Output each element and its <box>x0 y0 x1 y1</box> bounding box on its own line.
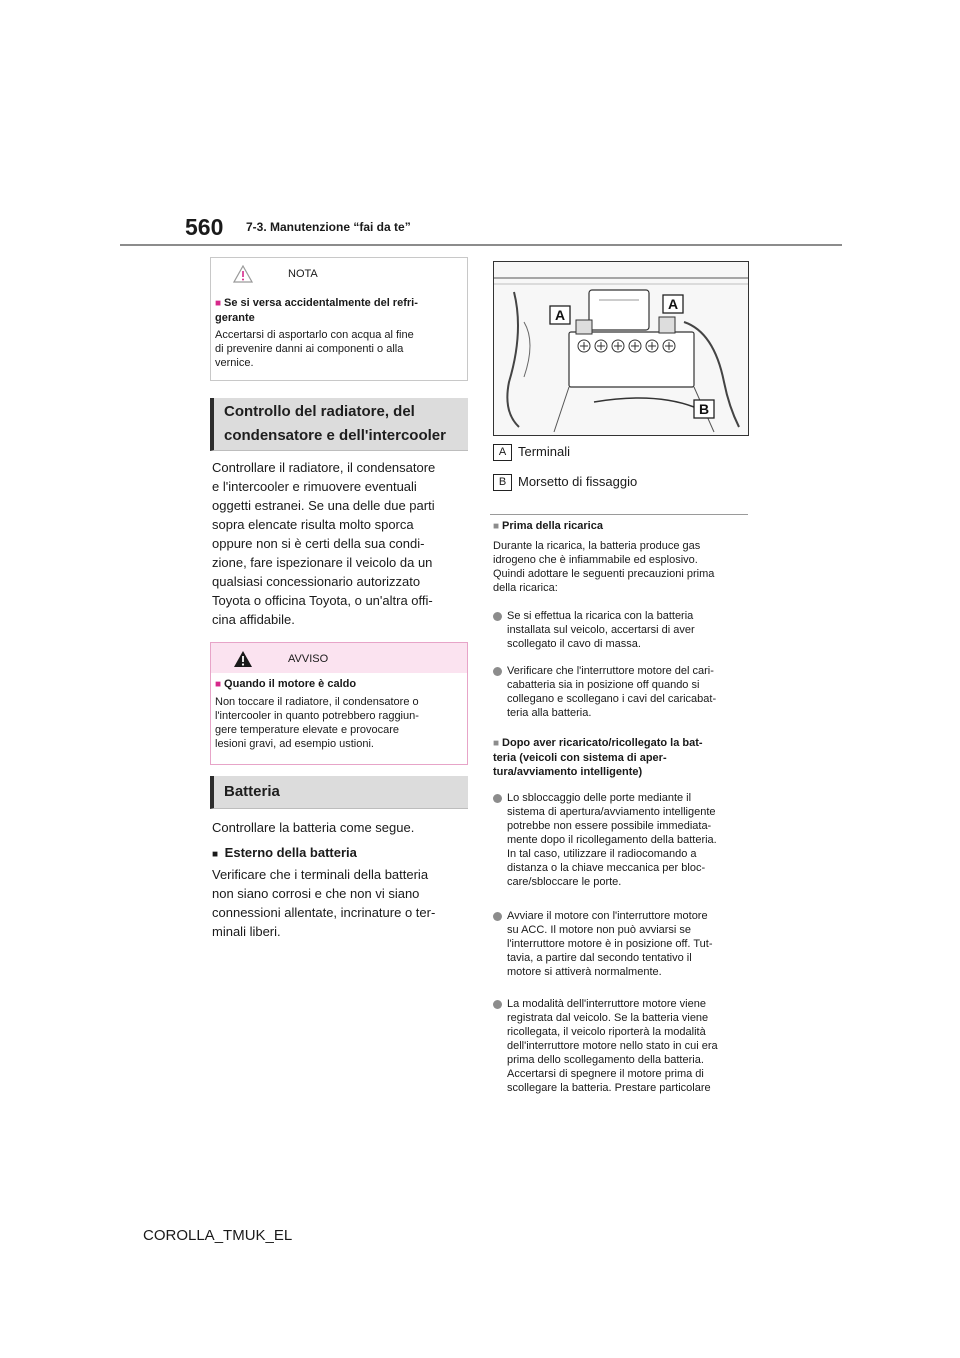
avviso-title: AVVISO <box>288 653 329 665</box>
legend-text: Terminali <box>518 444 571 459</box>
figure-label-a-left <box>550 306 570 324</box>
header-divider <box>120 244 842 246</box>
figure-label-a-right <box>663 295 683 313</box>
ricarica-bullet: Se si effettua la ricarica con la batteria installata sul veicolo, accertarsi di aver scollegato il cavo di massa. <box>493 609 749 651</box>
caution-triangle-icon <box>233 265 253 283</box>
nota-box <box>210 257 468 381</box>
footer-code: COROLLA_TMUK_EL <box>143 1227 293 1244</box>
round-bullet-icon <box>493 667 502 676</box>
dopo-bullet: Lo sbloccaggio delle porte mediante il sistema di apertura/avviamento intelligente potrebbe non essere possibile immediata- mente dopo il ricollegamento della batteria. In tal caso, utilizzare il radiocomando a distanza o la chiave meccanica per bloc- care/sbloccare le porte. <box>493 791 749 889</box>
legend-item-morsetto <box>493 474 637 491</box>
avviso-box <box>210 642 468 765</box>
page-number: 560 <box>185 214 224 240</box>
square-bullet-icon: ■ <box>493 738 500 749</box>
nota-subtitle: ■ Se si versa accidentalmente del refri- gerante <box>215 297 418 324</box>
nota-body: Accertarsi di asportarlo con acqua al fine di prevenire danni ai componenti o alla vernice. <box>215 329 414 369</box>
avviso-body: Non toccare il radiatore, il condensatore o l'intercooler in quanto potrebbero raggiun- gere temperature elevate e provocare lesioni gravi, ad esempio ustioni. <box>215 696 419 750</box>
svg-text:A: A <box>554 307 566 323</box>
section-heading-radiatore: Controllo del radiatore, del condensatore e dell'intercooler <box>210 398 468 451</box>
square-bullet-icon: ■ <box>215 298 222 309</box>
legend-letter: B <box>493 474 512 491</box>
avviso-header <box>211 643 467 673</box>
round-bullet-icon <box>493 794 502 803</box>
legend-letter: A <box>493 444 512 461</box>
battery-engine-illustration <box>493 261 749 436</box>
right-column-divider <box>490 514 748 515</box>
nota-title: NOTA <box>288 268 318 280</box>
ricarica-body: Durante la ricarica, la batteria produce gas idrogeno che è infiammabile ed esplosivo. Quindi adottare le seguenti precauzioni prima della ricarica: <box>493 540 715 594</box>
square-bullet-icon: ■ <box>212 849 219 860</box>
external-heading: ■ Esterno della batteria <box>212 845 357 860</box>
ricarica-heading: ■ Prima della ricarica <box>493 520 603 532</box>
round-bullet-icon <box>493 612 502 621</box>
radiatore-paragraph: Controllare il radiatore, il condensatore e l'intercooler e rimuovere eventuali oggetti estranei. Se una delle due parti sopra elencate risulta molto sporca oppure non si è certi della sua condi- zione, fare ispezionare il veicolo da un qualsiasi concessionario autorizzato Toyota o officina Toyota, o un'altra offi- cina affidabile. <box>212 460 436 627</box>
svg-text:B: B <box>698 401 710 417</box>
dopo-bullet: La modalità dell'interruttore motore viene registrata dal veicolo. Se la batteria viene ricollegata, il veicolo riporterà la modalità dell'interruttore motore nello stato in cui era prima dello scollegamento della batteria. Accertarsi di spegnere il motore prima di scollegare la batteria. Prestare particolare <box>493 997 749 1095</box>
round-bullet-icon <box>493 1000 502 1009</box>
ricarica-bullet: Verificare che l'interruttore motore del cari- cabatteria sia in posizione off quando si collegano e scollegano i cavi del caricabat- teria alla batteria. <box>493 664 749 720</box>
avviso-subtitle: ■ Quando il motore è caldo <box>215 678 357 690</box>
svg-text:A: A <box>667 296 679 312</box>
warning-triangle-icon <box>233 650 253 668</box>
legend-text: Morsetto di fissaggio <box>518 474 638 489</box>
batteria-intro: Controllare la batteria come segue. <box>212 820 415 835</box>
nota-header <box>211 258 467 288</box>
dopo-bullet: Avviare il motore con l'interruttore motore su ACC. Il motore non può avviarsi se l'interruttore motore è in posizione off. Tut- tavia, a partire dal secondo tentativo il motore si attiverà normalmente. <box>493 909 749 979</box>
legend-item-terminali <box>493 444 570 461</box>
square-bullet-icon: ■ <box>493 521 500 532</box>
section-title: 7-3. Manutenzione “fai da te” <box>246 220 411 234</box>
dopo-heading: ■ Dopo aver ricaricato/ricollegato la bat- teria (veicoli con sistema di aper- tura/avviamento intelligente) <box>493 737 703 778</box>
round-bullet-icon <box>493 912 502 921</box>
section-heading-batteria: Batteria <box>210 776 468 809</box>
figure-label-b <box>694 400 714 418</box>
square-bullet-icon: ■ <box>215 679 222 690</box>
external-paragraph: Verificare che i terminali della batteria non siano corrosi e che non vi siano connessioni allentate, incrinature o ter- minali liberi. <box>212 867 436 939</box>
